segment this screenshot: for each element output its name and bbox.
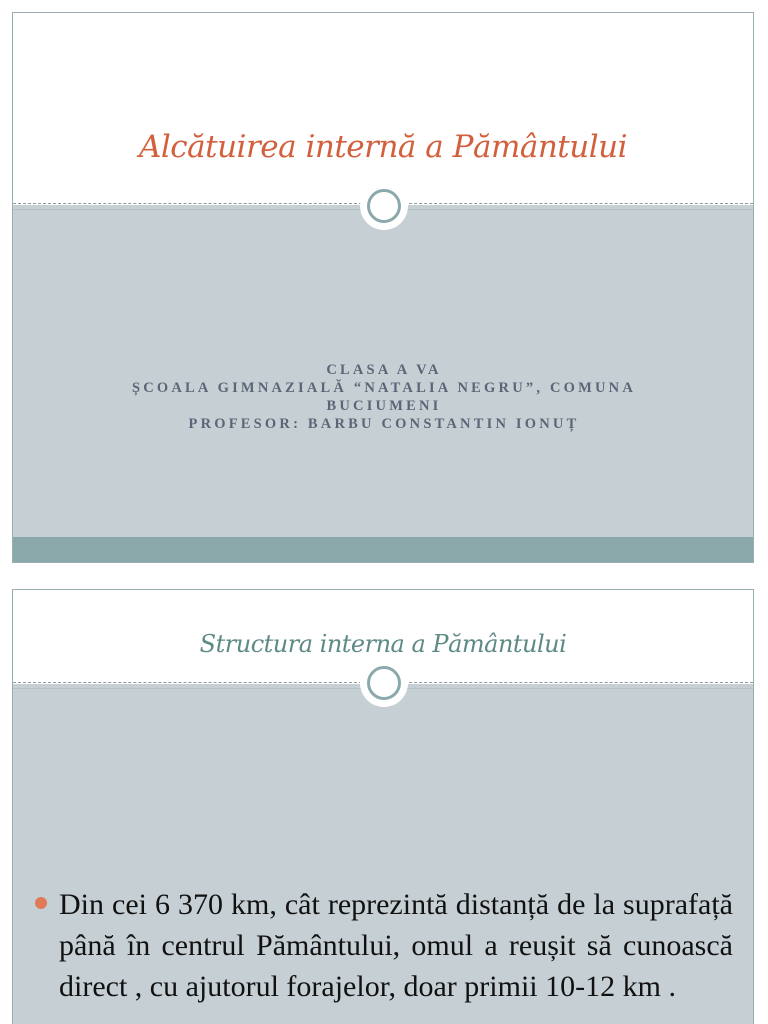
circle-ornament-icon xyxy=(360,182,408,230)
circle-ornament-inner xyxy=(367,666,401,700)
circle-ornament-icon xyxy=(360,659,408,707)
bullet-text: Din cei 6 370 km, cât reprezintă distanță de la suprafață până în centrul Pământului, omul a reușit să cunoască direct , cu ajutorul forajelor, doar primii 10-12 km . xyxy=(59,888,733,1003)
bullet-icon xyxy=(35,897,47,909)
footer-band xyxy=(13,537,753,563)
title-slide xyxy=(12,12,754,563)
subtitle-class: CLASA A VA xyxy=(326,362,442,378)
slide-title: Alcătuirea internă a Pământului xyxy=(138,129,628,165)
slide-body xyxy=(13,205,753,537)
subtitle-block xyxy=(93,361,675,433)
subtitle-school: ȘCOALA GIMNAZIALĂ “NATALIA NEGRU”, COMUNA xyxy=(131,380,637,396)
slide-body xyxy=(13,684,753,1024)
slide-header xyxy=(13,13,753,205)
circle-ornament-inner xyxy=(367,189,401,223)
content-slide xyxy=(12,589,754,1024)
slide-title: Structura interna a Pământului xyxy=(199,630,567,658)
subtitle-school-cont: BUCIUMENI xyxy=(326,398,442,414)
subtitle-teacher: PROFESOR: BARBU CONSTANTIN IONUȚ xyxy=(188,416,580,432)
